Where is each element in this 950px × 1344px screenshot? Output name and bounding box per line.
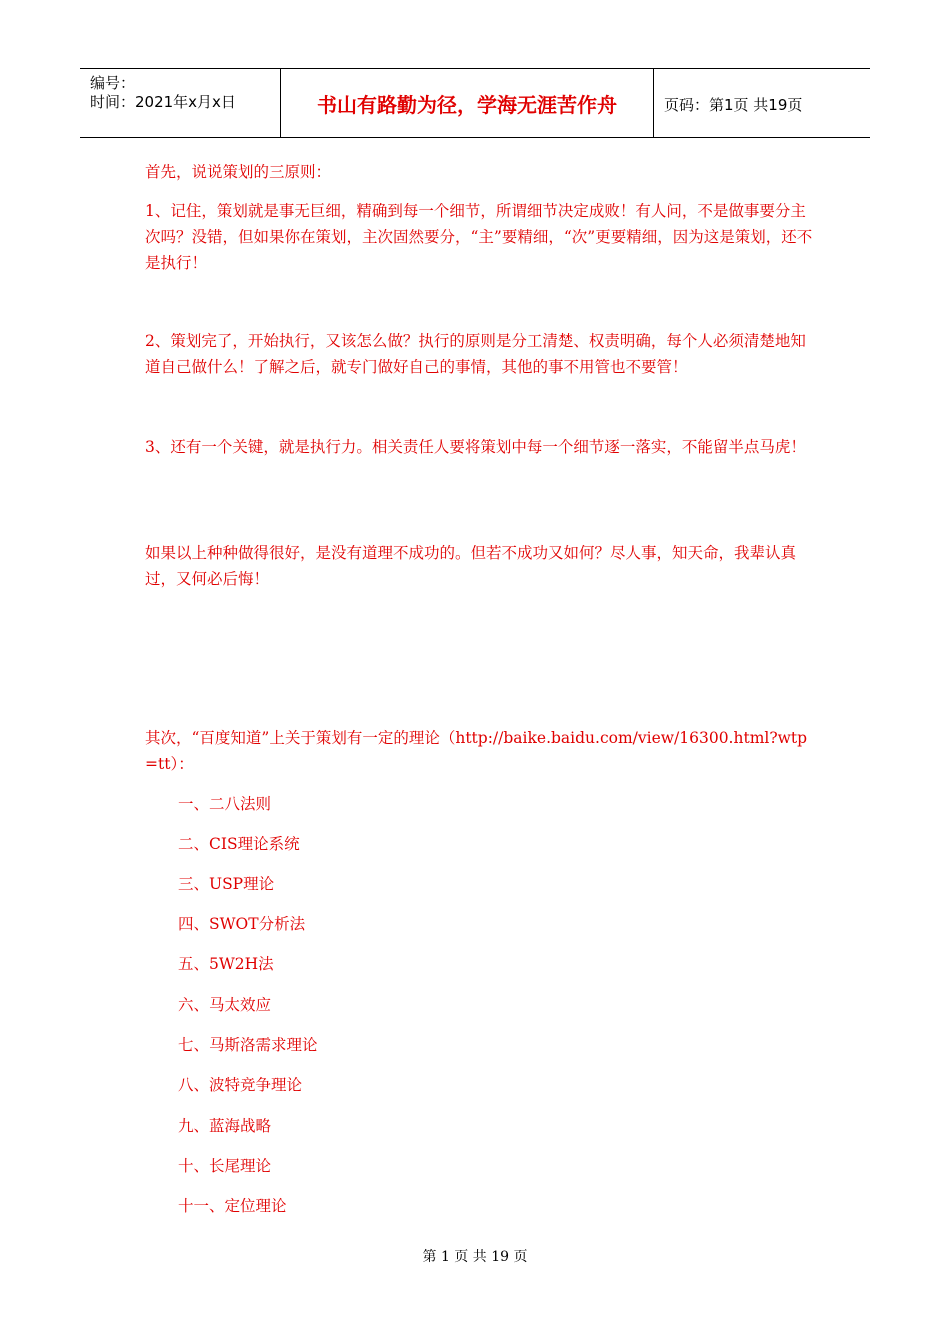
- time-label: 时间：2021年x月x日: [90, 93, 236, 111]
- page-footer: 第 1 页 共 19 页: [422, 1249, 528, 1265]
- theory-item: 九、蓝海战略: [178, 1117, 272, 1135]
- principle-1-paragraph: 1、记住，策划就是事无巨细，精确到每一个细节，所谓细节决定成败！有人问，不是做事要分主次吗？没错，但如果你在策划，主次固然要分，“主”要精细，“次”更要精细，因为这是策划，还不是执行！: [145, 202, 813, 272]
- theory-item: 八、波特竞争理论: [178, 1076, 303, 1094]
- theory-item: 二、CIS理论系统: [178, 835, 300, 853]
- page-info: 页码：第1页 共19页: [664, 96, 803, 114]
- document-header: [80, 68, 870, 138]
- theory-item: 五、5W2H法: [178, 955, 274, 973]
- header-meta-cell: [80, 69, 281, 137]
- theory-item: 十一、定位理论: [178, 1197, 287, 1215]
- theory-item: 一、二八法则: [178, 795, 272, 813]
- theory-item: 十、长尾理论: [178, 1157, 272, 1175]
- theory-item: 六、马太效应: [178, 996, 272, 1014]
- theory-intro-paragraph: 其次，“百度知道”上关于策划有一定的理论（http://baike.baidu.com/view/16300.html?wtp=tt）：: [145, 729, 808, 773]
- theory-item: 三、USP理论: [178, 875, 275, 893]
- header-page-cell: [654, 69, 870, 137]
- principle-3-paragraph: 3、还有一个关键，就是执行力。相关责任人要将策划中每一个细节逐一落实，不能留半点马虎！: [145, 438, 806, 456]
- theory-item: 四、SWOT分析法: [178, 915, 306, 933]
- header-motto-cell: [281, 69, 654, 137]
- motto: 书山有路勤为径，学海无涯苦作舟: [317, 93, 617, 117]
- principle-2-paragraph: 2、策划完了，开始执行，又该怎么做？执行的原则是分工清楚、权责明确，每个人必须清楚地知道自己做什么！了解之后，就专门做好自己的事情，其他的事不用管也不要管！: [145, 332, 806, 376]
- conclusion-paragraph: 如果以上种种做得很好，是没有道理不成功的。但若不成功又如何？尽人事，知天命，我辈认真过，又何必后悔！: [145, 544, 797, 588]
- intro-paragraph: 首先，说说策划的三原则：: [145, 163, 332, 181]
- theory-item: 七、马斯洛需求理论: [178, 1036, 318, 1054]
- number-label: 编号：: [90, 74, 136, 92]
